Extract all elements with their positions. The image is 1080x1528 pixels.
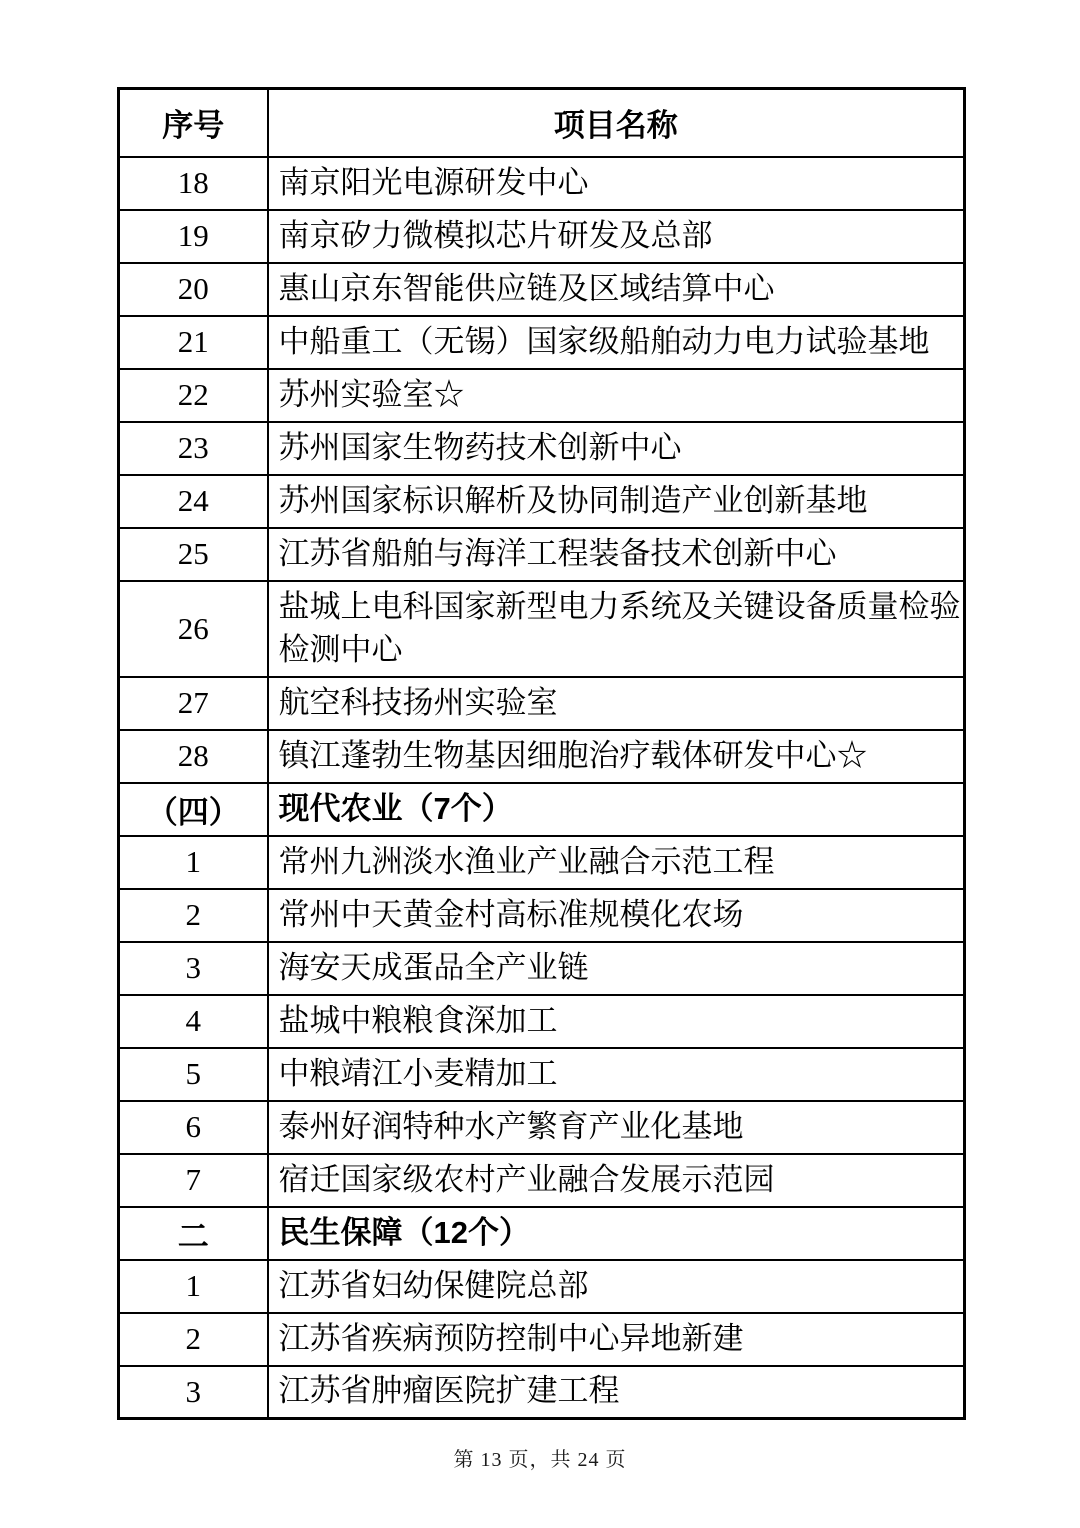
table-row [119, 369, 965, 422]
project-name: 盐城中粮粮食深加工 [268, 995, 965, 1048]
row-number: 24 [119, 475, 268, 528]
row-number: 7 [119, 1154, 268, 1207]
project-table [117, 87, 966, 1420]
project-name: 盐城上电科国家新型电力系统及关键设备质量检验检测中心 [268, 581, 965, 677]
table-row [119, 1313, 965, 1366]
table-row [119, 528, 965, 581]
table-row [119, 889, 965, 942]
column-header-number: 序号 [119, 89, 268, 157]
row-number: 26 [119, 581, 268, 677]
table-header-row [119, 89, 965, 157]
table-row [119, 1366, 965, 1419]
project-name: 江苏省船舶与海洋工程装备技术创新中心 [268, 528, 965, 581]
row-number: 5 [119, 1048, 268, 1101]
row-number: 二 [119, 1207, 268, 1260]
row-number: 3 [119, 1366, 268, 1419]
row-number: 27 [119, 677, 268, 730]
row-number: 1 [119, 1260, 268, 1313]
row-number: 19 [119, 210, 268, 263]
row-number: 4 [119, 995, 268, 1048]
section-header-row [119, 1207, 965, 1260]
table-row [119, 263, 965, 316]
section-title: 现代农业（7个） [268, 783, 965, 836]
page-number-footer: 第 13 页，共 24 页 [453, 1449, 627, 1471]
section-header-row [119, 783, 965, 836]
row-number: 6 [119, 1101, 268, 1154]
table-row [119, 1154, 965, 1207]
project-name: 惠山京东智能供应链及区域结算中心 [268, 263, 965, 316]
row-number: 23 [119, 422, 268, 475]
project-name: 泰州好润特种水产繁育产业化基地 [268, 1101, 965, 1154]
row-number: 18 [119, 157, 268, 210]
project-name: 中船重工（无锡）国家级船舶动力电力试验基地 [268, 316, 965, 369]
project-name: 南京阳光电源研发中心 [268, 157, 965, 210]
row-number: 20 [119, 263, 268, 316]
project-name: 航空科技扬州实验室 [268, 677, 965, 730]
project-name: 江苏省肿瘤医院扩建工程 [268, 1366, 965, 1419]
project-name: 苏州国家标识解析及协同制造产业创新基地 [268, 475, 965, 528]
column-header-project-name: 项目名称 [268, 89, 965, 157]
row-number: 22 [119, 369, 268, 422]
table-row [119, 836, 965, 889]
row-number: 2 [119, 1313, 268, 1366]
table-row [119, 942, 965, 995]
row-number: 28 [119, 730, 268, 783]
table-row [119, 1260, 965, 1313]
table-row [119, 581, 965, 677]
table-row [119, 210, 965, 263]
project-name: 江苏省疾病预防控制中心异地新建 [268, 1313, 965, 1366]
row-number: （四） [119, 783, 268, 836]
table-row [119, 1101, 965, 1154]
row-number: 3 [119, 942, 268, 995]
project-name: 苏州国家生物药技术创新中心 [268, 422, 965, 475]
section-title: 民生保障（12个） [268, 1207, 965, 1260]
project-name: 镇江蓬勃生物基因细胞治疗载体研发中心☆ [268, 730, 965, 783]
table-row [119, 475, 965, 528]
project-name: 南京矽力微模拟芯片研发及总部 [268, 210, 965, 263]
project-name: 海安天成蛋品全产业链 [268, 942, 965, 995]
project-name: 苏州实验室☆ [268, 369, 965, 422]
row-number: 2 [119, 889, 268, 942]
table-row [119, 316, 965, 369]
project-name: 宿迁国家级农村产业融合发展示范园 [268, 1154, 965, 1207]
row-number: 1 [119, 836, 268, 889]
table-row [119, 1048, 965, 1101]
project-name: 常州九洲淡水渔业产业融合示范工程 [268, 836, 965, 889]
table-row [119, 422, 965, 475]
table-row [119, 995, 965, 1048]
table-body [119, 157, 965, 1419]
table-row [119, 730, 965, 783]
project-name: 中粮靖江小麦精加工 [268, 1048, 965, 1101]
project-name: 江苏省妇幼保健院总部 [268, 1260, 965, 1313]
table-row [119, 157, 965, 210]
row-number: 21 [119, 316, 268, 369]
project-name: 常州中天黄金村高标准规模化农场 [268, 889, 965, 942]
table-row [119, 677, 965, 730]
row-number: 25 [119, 528, 268, 581]
